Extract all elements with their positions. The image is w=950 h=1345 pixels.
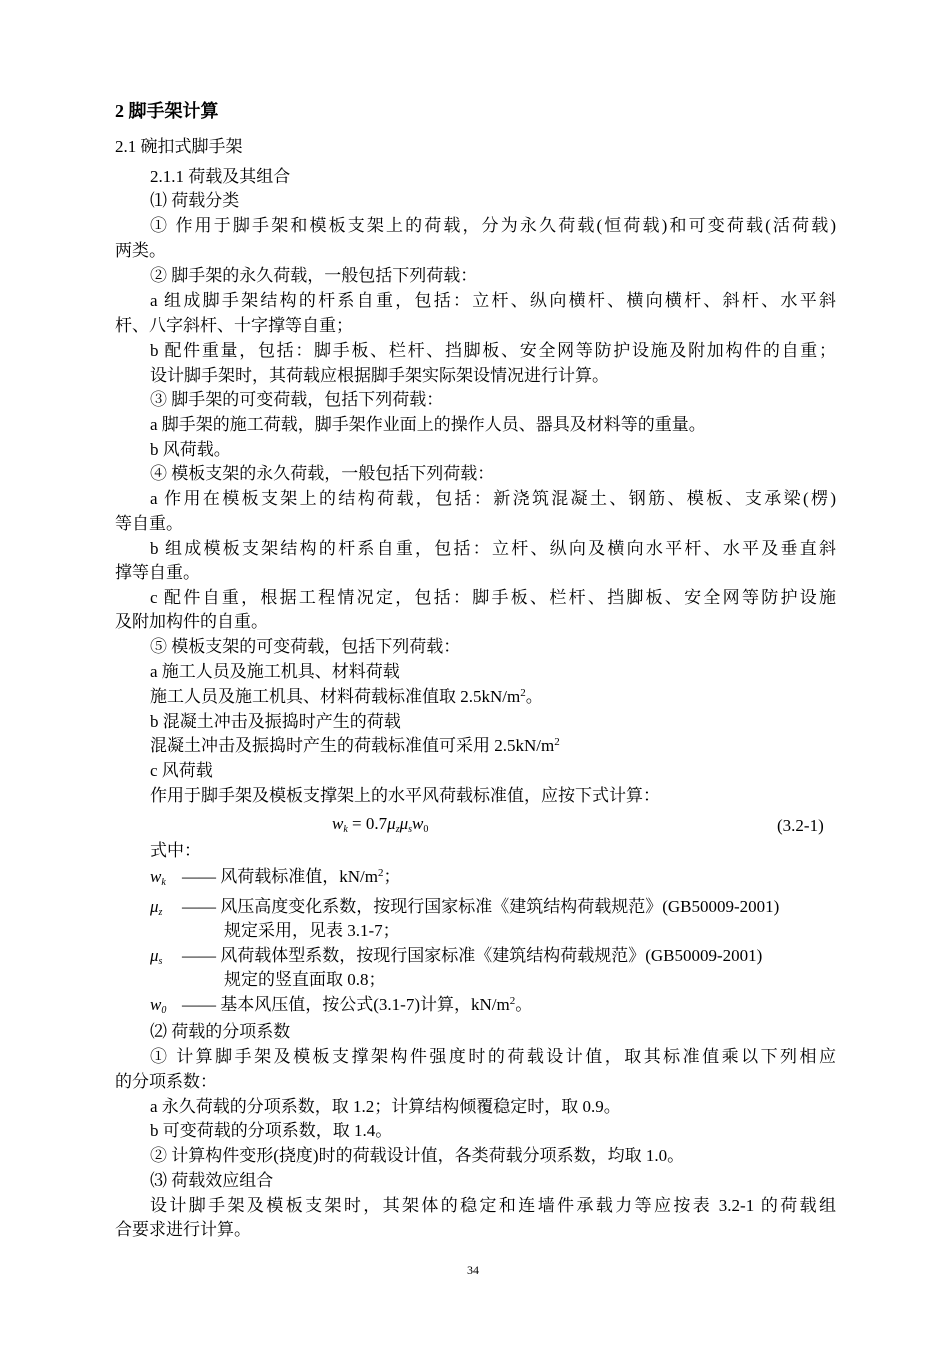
paragraph: a 组成脚手架结构的杆系自重，包括：立杆、纵向横杆、横向横杆、斜杆、水平斜 [150, 291, 836, 310]
paragraph: a 永久荷载的分项系数，取 1.2；计算结构倾覆稳定时，取 0.9。 [150, 1097, 621, 1116]
paragraph: 等自重。 [115, 514, 183, 533]
paragraph: b 风荷载。 [150, 440, 231, 459]
formula-number: (3.2-1) [777, 816, 824, 835]
paragraph: ② 脚手架的永久荷载，一般包括下列荷载： [150, 266, 478, 285]
paragraph: 设计脚手架及模板支架时，其架体的稳定和连墙件承载力等应按表 3.2-1 的荷载组 [150, 1196, 836, 1215]
paragraph: ① 计算脚手架及模板支撑架构件强度时的荷载设计值，取其标准值乘以下列相应 [150, 1047, 836, 1066]
paragraph: 作用于脚手架及模板支撑架上的水平风荷载标准值，应按下式计算： [150, 786, 660, 805]
paragraph: b 组成模板支架结构的杆系自重，包括：立杆、纵向及横向水平杆、水平及垂直斜 [150, 539, 836, 558]
paragraph: ⑴ 荷载分类 [150, 191, 240, 210]
paragraph: c 风荷载 [150, 761, 213, 780]
paragraph: ⑤ 模板支架的可变荷载，包括下列荷载： [150, 637, 461, 656]
paragraph: a 作用在模板支架上的结构荷载，包括：新浇筑混凝土、钢筋、模板、支承梁(楞) [150, 489, 836, 508]
paragraph: 撑等自重。 [115, 563, 200, 582]
paragraph: b 可变荷载的分项系数，取 1.4。 [150, 1121, 393, 1140]
where-item-muz-cont: 规定采用，见表 3.1-7； [224, 921, 400, 940]
formula: $w_k = 0.7\mu_z\mu_sw_0$ [332, 814, 429, 835]
where-label: 式中： [150, 841, 201, 860]
paragraph: ③ 脚手架的可变荷载，包括下列荷载： [150, 390, 444, 409]
where-item-w0: $w_0$ —— 基本风压值，按公式(3.1-7)计算，$kN/m^2$。 [150, 995, 533, 1016]
chapter-heading: 2 脚手架计算 [115, 101, 219, 121]
where-item-muz: $\mu_z$ —— 风压高度变化系数，按现行国家标准《建筑结构荷载规范》(GB50009-2001) [150, 897, 780, 918]
where-item-mus-cont: 规定的竖直面取 0.8； [224, 970, 386, 989]
subsection-heading: 2.1.1 荷载及其组合 [150, 167, 291, 186]
paragraph: ⑵ 荷载的分项系数 [150, 1022, 291, 1041]
paragraph: ② 计算构件变形(挠度)时的荷载设计值，各类荷载分项系数，均取 1.0。 [150, 1146, 685, 1165]
paragraph: 两类。 [115, 241, 166, 260]
paragraph: 设计脚手架时，其荷载应根据脚手架实际架设情况进行计算。 [150, 366, 609, 385]
paragraph: b 混凝土冲击及振捣时产生的荷载 [150, 712, 401, 731]
paragraph: a 脚手架的施工荷载，脚手架作业面上的操作人员、器具及材料等的重量。 [150, 415, 706, 434]
paragraph: 及附加构件的自重。 [115, 612, 268, 631]
paragraph: 混凝土冲击及振捣时产生的荷载标准值可采用 $2.5kN/m^2$ [150, 736, 560, 755]
where-item-wk: $w_k$ —— 风荷载标准值，$kN/m^2$； [150, 867, 401, 888]
where-item-mus: $\mu_s$ —— 风荷载体型系数，按现行国家标准《建筑结构荷载规范》(GB50009-2001) [150, 946, 763, 967]
paragraph: 施工人员及施工机具、材料荷载标准值取 $2.5kN/m^2$。 [150, 687, 543, 706]
section-heading: 2.1 碗扣式脚手架 [115, 137, 243, 156]
paragraph: b 配件重量，包括：脚手板、栏杆、挡脚板、安全网等防护设施及附加构件的自重； [150, 341, 836, 360]
page-number: 34 [467, 1263, 479, 1277]
paragraph: a 施工人员及施工机具、材料荷载 [150, 662, 400, 681]
paragraph: ⑶ 荷载效应组合 [150, 1171, 274, 1190]
paragraph: ① 作用于脚手架和模板支架上的荷载，分为永久荷载(恒荷载)和可变荷载(活荷载) [150, 216, 836, 235]
paragraph: 杆、八字斜杆、十字撑等自重； [115, 316, 353, 335]
paragraph: c 配件自重，根据工程情况定，包括：脚手板、栏杆、挡脚板、安全网等防护设施 [150, 588, 836, 607]
paragraph: 合要求进行计算。 [115, 1220, 251, 1239]
paragraph: 的分项系数： [115, 1072, 217, 1091]
paragraph: ④ 模板支架的永久荷载，一般包括下列荷载： [150, 464, 495, 483]
